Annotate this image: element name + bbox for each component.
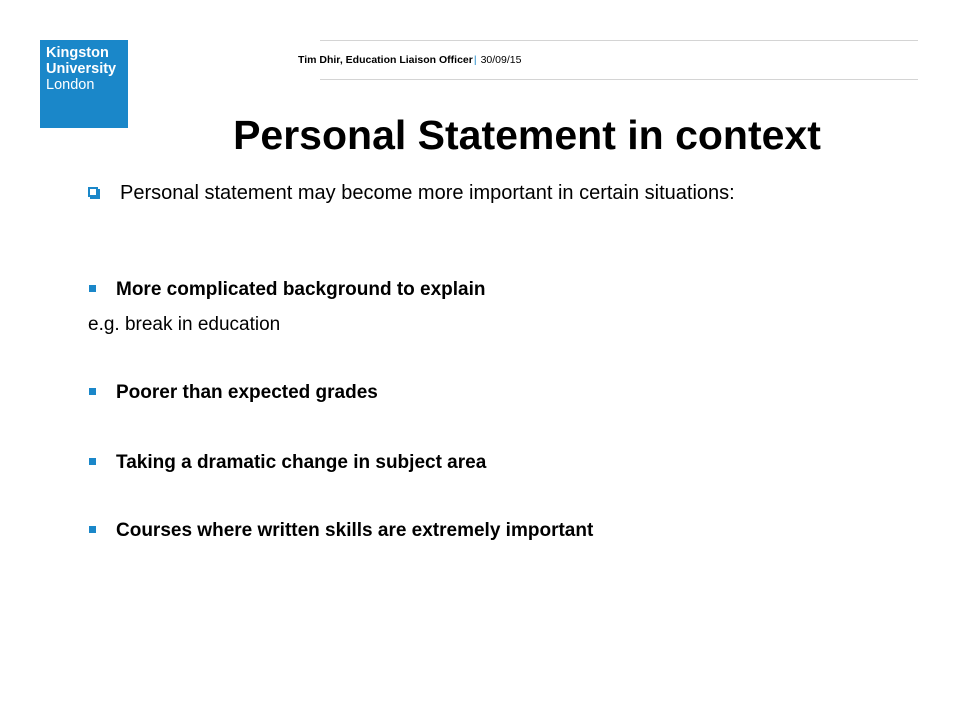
header-separator: | bbox=[473, 54, 477, 66]
sub-point-text: Taking a dramatic change in subject area bbox=[116, 452, 487, 473]
logo-line-london: London bbox=[46, 77, 95, 93]
slide-header bbox=[298, 54, 521, 66]
example-note: e.g. break in education bbox=[88, 314, 281, 335]
main-point-text: Personal statement may become more important in certain situations: bbox=[120, 182, 735, 204]
main-bullet-point bbox=[88, 180, 768, 206]
slide-title: Personal Statement in context bbox=[233, 112, 821, 158]
sub-point-text: Poorer than expected grades bbox=[116, 382, 378, 403]
square-bullet-icon bbox=[89, 458, 96, 465]
sub-point-text: More complicated background to explain bbox=[116, 279, 486, 300]
sub-bullet-point bbox=[88, 520, 848, 542]
header-top-rule bbox=[320, 40, 918, 41]
header-bottom-rule bbox=[320, 79, 918, 80]
header-date: 30/09/15 bbox=[480, 54, 522, 66]
logo-line-kingston: Kingston bbox=[46, 45, 109, 61]
sub-bullet-point bbox=[88, 452, 848, 474]
square-bullet-icon bbox=[89, 388, 96, 395]
hollow-square-bullet-icon bbox=[88, 187, 98, 197]
square-bullet-icon bbox=[89, 285, 96, 292]
sub-bullet-point bbox=[88, 382, 848, 404]
logo-line-university: University bbox=[46, 61, 117, 77]
sub-bullet-point bbox=[88, 279, 848, 301]
sub-point-text: Courses where written skills are extremely important bbox=[116, 520, 594, 541]
header-author: Tim Dhir, Education Liaison Officer bbox=[298, 54, 473, 66]
square-bullet-icon bbox=[89, 526, 96, 533]
